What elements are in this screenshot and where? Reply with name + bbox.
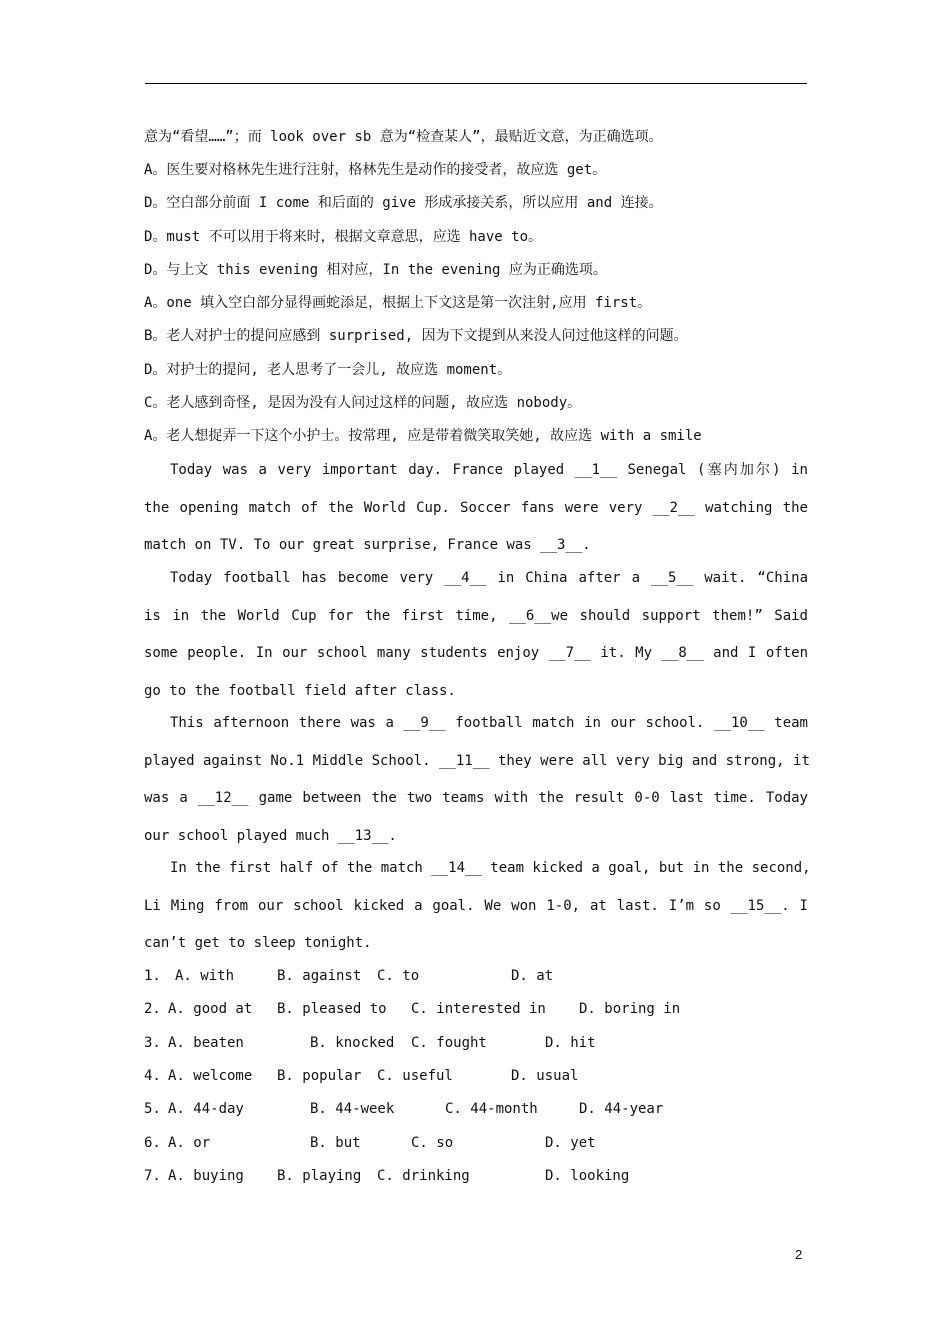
option-a: A. with bbox=[175, 968, 235, 984]
explanation-line: B。老人对护士的提问应感到 surprised, 因为下文提到从来没人问过他这样的问题。 bbox=[144, 328, 688, 344]
option-d: D. hit bbox=[545, 1035, 596, 1051]
option-b: B. pleased to bbox=[277, 1001, 387, 1017]
explanation-line: A。医生要对格林先生进行注射，格林先生是动作的接受者，故应选 get。 bbox=[144, 162, 607, 178]
option-a: A. or bbox=[168, 1135, 211, 1151]
page-number: 2 bbox=[795, 1247, 803, 1262]
passage-line: match on TV. To our great surprise, France was __3__. bbox=[144, 537, 591, 553]
option-number: 5. bbox=[144, 1101, 161, 1117]
option-d: D. yet bbox=[545, 1135, 596, 1151]
explanation-line: D。对护士的提问, 老人思考了一会儿, 故应选 moment。 bbox=[144, 362, 512, 378]
option-c: C. 44-month bbox=[445, 1101, 538, 1117]
explanation-line: C。老人感到奇怪, 是因为没有人问过这样的问题, 故应选 nobody。 bbox=[144, 395, 582, 411]
passage-line: Li Ming from our school kicked a goal. We won 1-0, at last. I’m so __15__. I bbox=[144, 897, 808, 914]
explanation-line: D。must 不可以用于将来时，根据文章意思，应选 have to。 bbox=[144, 229, 543, 245]
passage-line: go to the football field after class. bbox=[144, 682, 456, 699]
passage-line: some people. In our school many students enjoy __7__ it. My __8__ and I often bbox=[144, 645, 808, 661]
option-number: 7. bbox=[144, 1168, 161, 1184]
explanation-line: D。空白部分前面 I come 和后面的 give 形成承接关系，所以应用 and 连接。 bbox=[144, 195, 663, 211]
option-b: B. knocked bbox=[310, 1035, 395, 1051]
option-b: B. against bbox=[277, 968, 362, 984]
option-number: 4. bbox=[144, 1068, 161, 1084]
option-d: D. looking bbox=[545, 1168, 630, 1184]
passage-paragraph-2 bbox=[144, 568, 808, 718]
passage-line: Today was a very important day. France played __1__ Senegal (塞内加尔) in bbox=[170, 462, 808, 478]
option-a: A. buying bbox=[168, 1168, 244, 1184]
passage-line: can’t get to sleep tonight. bbox=[144, 935, 372, 951]
passage-line: Today football has become very __4__ in China after a __5__ wait. “China bbox=[170, 570, 808, 586]
option-b: B. playing bbox=[277, 1168, 362, 1184]
header-rule bbox=[145, 83, 807, 84]
option-d: D. boring in bbox=[579, 1001, 681, 1017]
option-d: D. 44-year bbox=[579, 1101, 664, 1117]
explanation-line: A。one 填入空白部分显得画蛇添足，根据上下文这是第一次注射,应用 first。 bbox=[144, 295, 652, 311]
option-d: D. at bbox=[511, 968, 554, 984]
option-c: C. so bbox=[411, 1135, 454, 1151]
option-b: B. popular bbox=[277, 1068, 362, 1084]
option-c: C. to bbox=[377, 968, 420, 984]
passage-line: the opening match of the World Cup. Soccer fans were very __2__ watching the bbox=[144, 499, 808, 516]
option-a: A. beaten bbox=[168, 1035, 244, 1051]
option-number: 6. bbox=[144, 1135, 161, 1151]
option-number: 3. bbox=[144, 1035, 161, 1051]
passage-line: is in the World Cup for the first time, __6__we should support them!” Said bbox=[144, 607, 808, 624]
option-b: B. 44-week bbox=[310, 1101, 395, 1117]
option-number: 2. bbox=[144, 1001, 161, 1017]
passage-line: This afternoon there was a __9__ football match in our school. __10__ team bbox=[170, 715, 808, 731]
option-d: D. usual bbox=[511, 1068, 579, 1084]
passage-line: was a __12__ game between the two teams with the result 0-0 last time. Today bbox=[144, 790, 808, 806]
option-a: A. 44-day bbox=[168, 1101, 244, 1117]
passage-line: In the first half of the match __14__ team kicked a goal, but in the second, bbox=[170, 860, 811, 876]
passage-line: our school played much __13__. bbox=[144, 827, 397, 844]
option-c: C. interested in bbox=[411, 1001, 546, 1017]
passage-line: played against No.1 Middle School. __11__ they were all very big and strong, it bbox=[144, 752, 810, 769]
explanation-line: 意为“看望……”；而 look over sb 意为“检查某人”，最贴近文意，为正确选项。 bbox=[144, 129, 663, 145]
passage-paragraph-1 bbox=[144, 460, 808, 573]
passage-paragraph-4 bbox=[144, 858, 811, 971]
option-a: A. good at bbox=[168, 1001, 253, 1017]
option-number: 1. bbox=[144, 968, 161, 984]
passage-paragraph-3 bbox=[144, 713, 808, 863]
option-c: C. useful bbox=[377, 1068, 453, 1084]
option-c: C. fought bbox=[411, 1035, 487, 1051]
explanation-line: D。与上文 this evening 相对应，In the evening 应为正确选项。 bbox=[144, 262, 607, 278]
option-c: C. drinking bbox=[377, 1168, 470, 1184]
option-a: A. welcome bbox=[168, 1068, 253, 1084]
explanation-line: A。老人想捉弄一下这个小护士。按常理, 应是带着微笑取笑她, 故应选 with a smile bbox=[144, 428, 702, 444]
option-b: B. but bbox=[310, 1135, 361, 1151]
